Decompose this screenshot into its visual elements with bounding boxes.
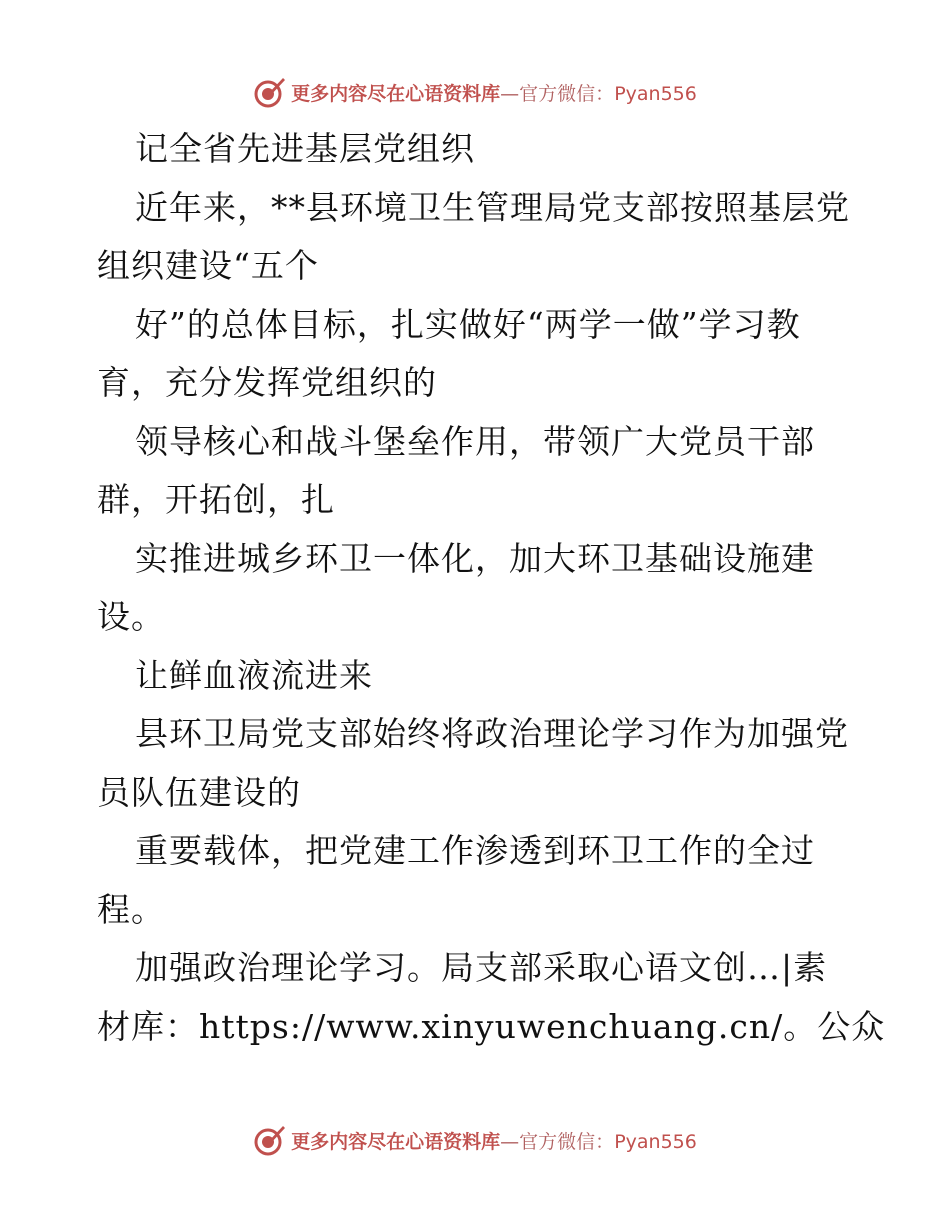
text-line: 记全省先进基层党组织	[135, 129, 475, 168]
footer-watermark	[0, 1120, 950, 1160]
text-line: 领导核心和战斗堡垒作用，带领广大党员干部	[135, 421, 815, 461]
document-body	[97, 120, 886, 1056]
text-line: 群，开拓创，扎	[97, 480, 335, 519]
text-line: 实推进城乡环卫一体化，加大环卫基础设施建	[135, 538, 815, 578]
text-line: 组织建设“五个	[97, 246, 319, 285]
text-line: 材库：https://www.xinyuwenchuang.cn/。公众	[97, 1006, 886, 1046]
watermark-brand: 更多内容尽在心语资料库	[291, 82, 501, 105]
text-line: 加强政治理论学习。局支部采取心语文创…|素	[135, 948, 828, 987]
watermark-wechat-id: Pyan556	[614, 82, 697, 105]
watermark-dash: —	[500, 1130, 520, 1153]
text-line: 育，充分发挥党组织的	[97, 363, 437, 402]
watermark-wechat-label: 官方微信：	[519, 1130, 615, 1153]
watermark-wechat-label: 官方微信：	[519, 82, 615, 105]
text-line: 员队伍建设的	[97, 772, 301, 812]
text-line: 设。	[97, 597, 165, 636]
text-line: 好”的总体目标，扎实做好“两学一做”学习教	[135, 304, 801, 344]
text-line: 重要载体，把党建工作渗透到环卫工作的全过	[135, 831, 815, 870]
feather-seal-icon	[253, 75, 287, 109]
watermark-brand: 更多内容尽在心语资料库	[291, 1130, 501, 1153]
text-line: 让鲜血液流进来	[135, 655, 373, 695]
watermark-dash: —	[500, 82, 520, 105]
feather-seal-icon	[253, 1123, 287, 1157]
header-watermark	[0, 72, 950, 112]
watermark-wechat-id: Pyan556	[614, 1130, 697, 1153]
text-line: 近年来，**县环境卫生管理局党支部按照基层党	[135, 187, 850, 227]
text-line: 县环卫局党支部始终将政治理论学习作为加强党	[135, 714, 849, 753]
text-line: 程。	[97, 889, 165, 929]
